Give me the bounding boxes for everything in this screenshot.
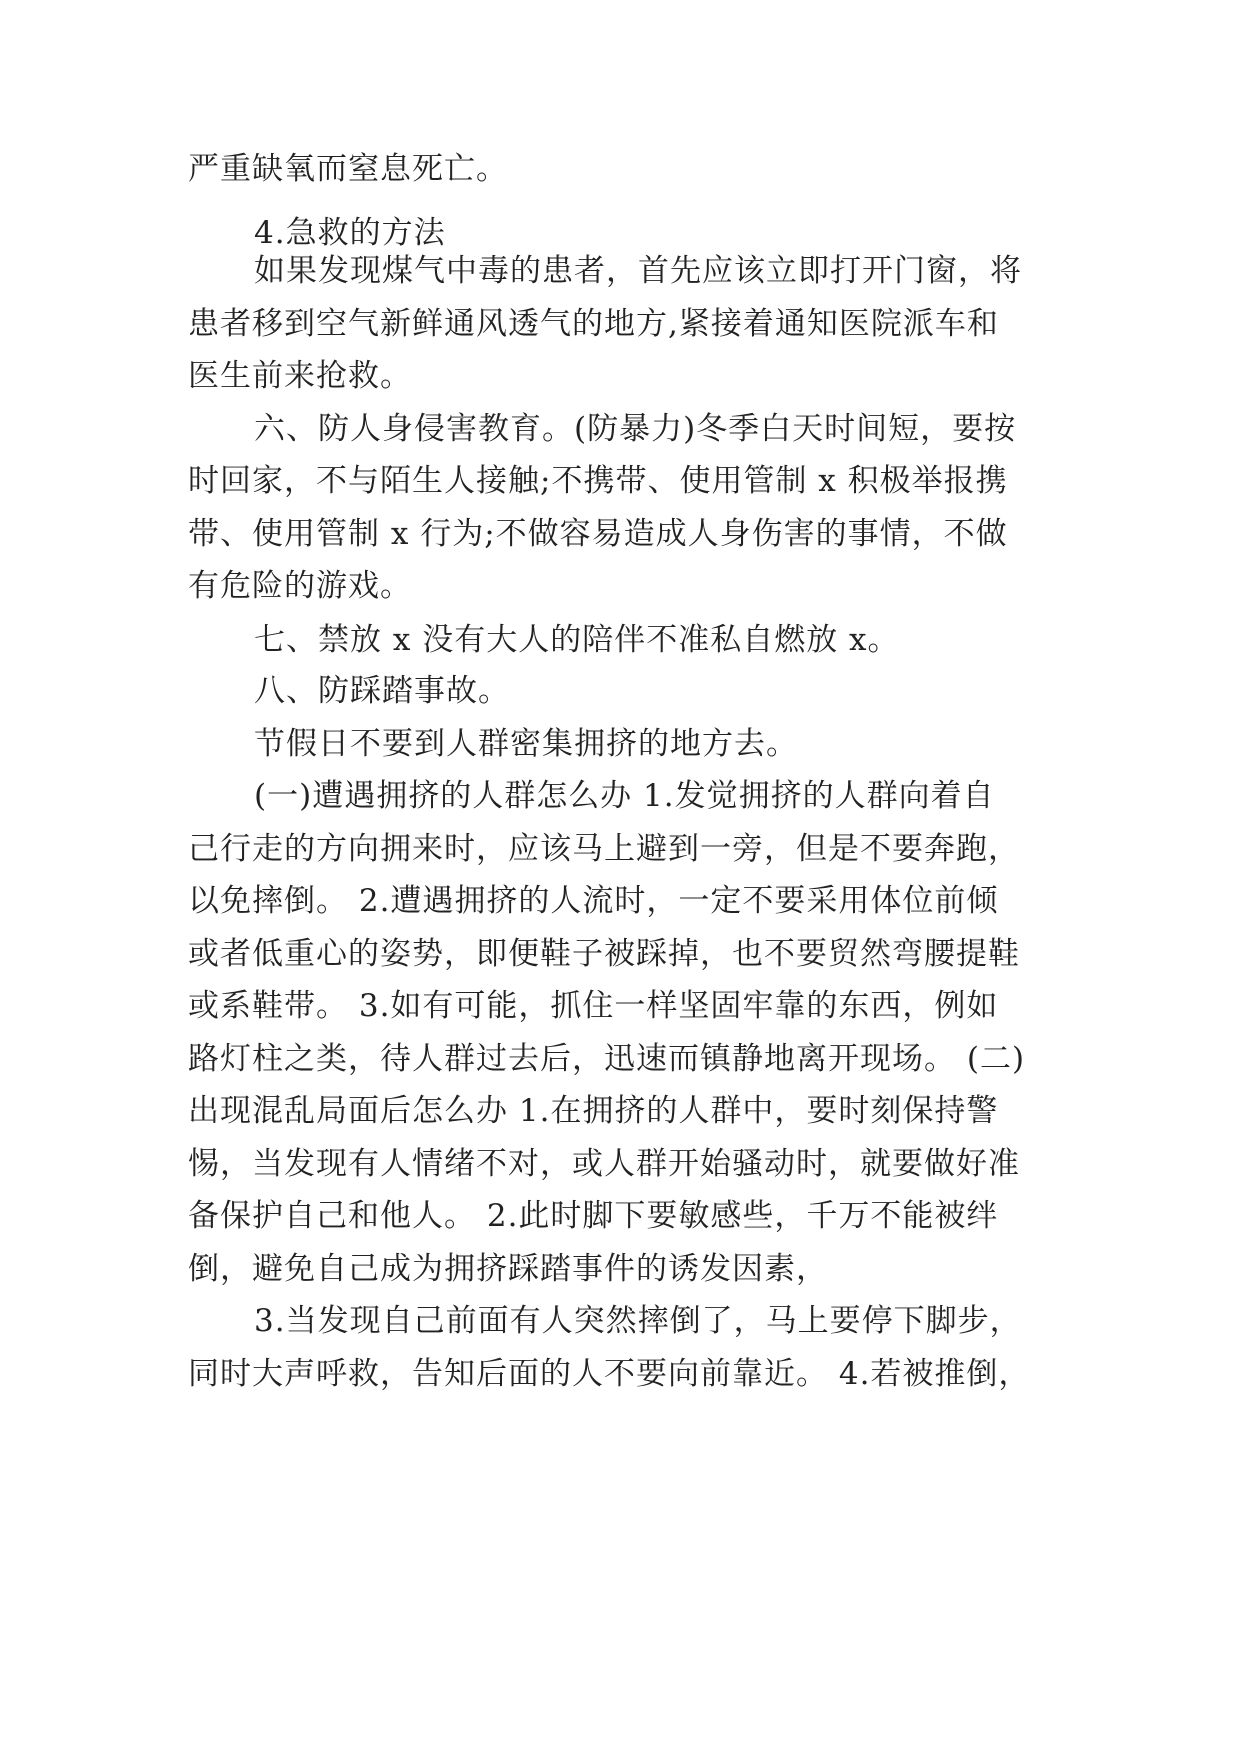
text-line: (一)遭遇拥挤的人群怎么办 1.发觉拥挤的人群向着自 [254, 778, 995, 814]
text-line: 严重缺氧而窒息死亡。 [188, 151, 508, 187]
text-line: 或系鞋带。 3.如有可能，抓住一样坚固牢靠的东西，例如 [188, 988, 999, 1024]
text-line: 己行走的方向拥来时，应该马上避到一旁，但是不要奔跑， [188, 831, 1020, 867]
text-line: 3.当发现自己前面有人突然摔倒了，马上要停下脚步， [254, 1303, 1022, 1339]
text-line: 同时大声呼救，告知后面的人不要向前靠近。 4.若被推倒， [188, 1356, 1031, 1392]
text-line: 医生前来抢救。 [188, 358, 412, 394]
text-line: 惕，当发现有人情绪不对，或人群开始骚动时，就要做好准 [188, 1146, 1020, 1182]
text-line: 如果发现煤气中毒的患者，首先应该立即打开门窗，将 [254, 253, 1022, 289]
text-line: 带、使用管制 x 行为;不做容易造成人身伤害的事情，不做 [188, 516, 1008, 552]
text-line: 以免摔倒。 2.遭遇拥挤的人流时，一定不要采用体位前倾 [188, 883, 999, 919]
text-line: 患者移到空气新鲜通风透气的地方,紧接着通知医院派车和 [188, 306, 999, 342]
section-heading: 六、防人身侵害教育。(防暴力)冬季白天时间短，要按 [254, 411, 1017, 447]
text-line: 时回家，不与陌生人接触;不携带、使用管制 x 积极举报携 [188, 463, 1008, 499]
section-heading: 4.急救的方法 [254, 215, 446, 251]
text-line: 出现混乱局面后怎么办 1.在拥挤的人群中，要时刻保持警 [188, 1093, 999, 1129]
text-line: 倒，避免自己成为拥挤踩踏事件的诱发因素， [188, 1251, 828, 1287]
section-heading: 七、禁放 x 没有大人的陪伴不准私自燃放 x。 [254, 622, 900, 658]
text-line: 节假日不要到人群密集拥挤的地方去。 [254, 726, 798, 762]
text-line: 备保护自己和他人。 2.此时脚下要敏感些，千万不能被绊 [188, 1198, 999, 1234]
text-line: 有危险的游戏。 [188, 568, 412, 604]
document-page [188, 0, 1054, 1754]
text-line: 或者低重心的姿势，即便鞋子被踩掉，也不要贸然弯腰提鞋 [188, 936, 1020, 972]
section-heading: 八、防踩踏事故。 [254, 673, 510, 709]
text-line: 路灯柱之类，待人群过去后，迅速而镇静地离开现场。 (二) [188, 1041, 1026, 1077]
